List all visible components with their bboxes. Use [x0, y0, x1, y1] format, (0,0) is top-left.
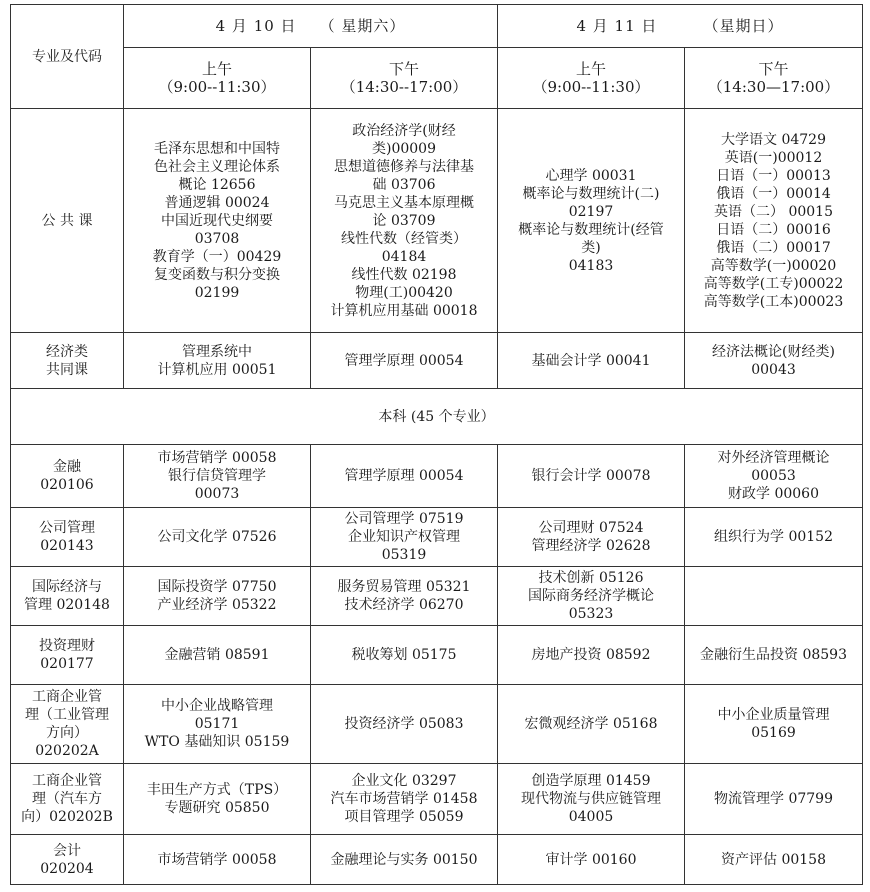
table-row	[11, 109, 863, 333]
table-row	[11, 685, 863, 764]
exam-schedule-table	[10, 4, 863, 885]
exam-cell: 管理学原理 00054	[311, 445, 498, 508]
exam-cell: 物流管理学 07799	[685, 764, 863, 835]
table-row	[11, 333, 863, 389]
header-date-row	[11, 5, 863, 48]
exam-cell: 大学语文 04729 英语(一)00012 日语（一）00013 俄语（一）00014 英语（二） 00015 日语（二）00016 俄语（二）00017 高等数学(一)00020 高等数学(工专)00022 高等数学(工本)00023	[685, 109, 863, 333]
table-row	[11, 626, 863, 685]
exam-cell: 银行会计学 00078	[498, 445, 685, 508]
major-name: 公司管理 020143	[11, 508, 124, 567]
exam-cell: 市场营销学 00058	[124, 835, 311, 885]
header-session-row	[11, 48, 863, 109]
date-header-day2: 4 月 11 日 （星期日）	[498, 5, 863, 48]
exam-cell: 创造学原理 01459 现代物流与供应链管理 04005	[498, 764, 685, 835]
exam-cell: 公司文化学 07526	[124, 508, 311, 567]
session-header: 上午 （9:00--11:30）	[124, 48, 311, 109]
major-name: 工商企业管 理（工业管理 方向） 020202A	[11, 685, 124, 764]
exam-cell: 管理系统中 计算机应用 00051	[124, 333, 311, 389]
exam-cell: 服务贸易管理 05321 技术经济学 06270	[311, 567, 498, 626]
exam-cell: 毛泽东思想和中国特 色社会主义理论体系 概论 12656 普通逻辑 00024 中国近现代史纲要 03708 教育学（一）00429 复变函数与积分变换 02199	[124, 109, 311, 333]
table-row	[11, 508, 863, 567]
exam-cell: 企业文化 03297 汽车市场营销学 01458 项目管理学 05059	[311, 764, 498, 835]
table-row	[11, 567, 863, 626]
date-header-day1: 4 月 10 日 （ 星期六）	[124, 5, 498, 48]
exam-cell: 金融营销 08591	[124, 626, 311, 685]
exam-cell: 基础会计学 00041	[498, 333, 685, 389]
major-code-header: 专业及代码	[11, 5, 124, 109]
exam-cell: 管理学原理 00054	[311, 333, 498, 389]
major-name: 金融 020106	[11, 445, 124, 508]
section-row	[11, 389, 863, 445]
major-name: 国际经济与 管理 020148	[11, 567, 124, 626]
exam-cell: 房地产投资 08592	[498, 626, 685, 685]
exam-cell: 丰田生产方式（TPS） 专题研究 05850	[124, 764, 311, 835]
exam-cell: 审计学 00160	[498, 835, 685, 885]
session-header: 下午 （14:30—17:00）	[685, 48, 863, 109]
table-row	[11, 764, 863, 835]
exam-cell: 心理学 00031 概率论与数理统计(二) 02197 概率论与数理统计(经管 类) 04183	[498, 109, 685, 333]
undergrad-section-title: 本科 (45 个专业）	[11, 389, 863, 445]
exam-cell: 对外经济管理概论 00053 财政学 00060	[685, 445, 863, 508]
table-row	[11, 445, 863, 508]
exam-cell: 中小企业质量管理 05169	[685, 685, 863, 764]
exam-cell: 投资经济学 05083	[311, 685, 498, 764]
session-header: 上午 （9:00--11:30）	[498, 48, 685, 109]
exam-cell: 市场营销学 00058 银行信贷管理学 00073	[124, 445, 311, 508]
exam-cell: 中小企业战略管理 05171 WTO 基础知识 05159	[124, 685, 311, 764]
exam-cell: 金融理论与实务 00150	[311, 835, 498, 885]
exam-cell: 国际投资学 07750 产业经济学 05322	[124, 567, 311, 626]
exam-cell: 宏微观经济学 05168	[498, 685, 685, 764]
exam-cell: 政治经济学(财经 类)00009 思想道德修养与法律基 础 03706 马克思主义基本原理概 论 03709 线性代数（经管类） 04184 线性代数 02198 物理(工)00420 计算机应用基础 00018	[311, 109, 498, 333]
exam-cell: 金融衍生品投资 08593	[685, 626, 863, 685]
exam-cell: 公司理财 07524 管理经济学 02628	[498, 508, 685, 567]
major-name: 会计 020204	[11, 835, 124, 885]
major-name: 工商企业管 理（汽车方 向）020202B	[11, 764, 124, 835]
exam-cell	[685, 567, 863, 626]
major-name: 经济类 共同课	[11, 333, 124, 389]
exam-cell: 组织行为学 00152	[685, 508, 863, 567]
table-row	[11, 835, 863, 885]
exam-cell: 资产评估 00158	[685, 835, 863, 885]
major-name: 投资理财 020177	[11, 626, 124, 685]
exam-cell: 公司管理学 07519 企业知识产权管理 05319	[311, 508, 498, 567]
major-name: 公 共 课	[11, 109, 124, 333]
exam-cell: 技术创新 05126 国际商务经济学概论 05323	[498, 567, 685, 626]
session-header: 下午 （14:30--17:00）	[311, 48, 498, 109]
exam-cell: 经济法概论(财经类) 00043	[685, 333, 863, 389]
exam-cell: 税收筹划 05175	[311, 626, 498, 685]
